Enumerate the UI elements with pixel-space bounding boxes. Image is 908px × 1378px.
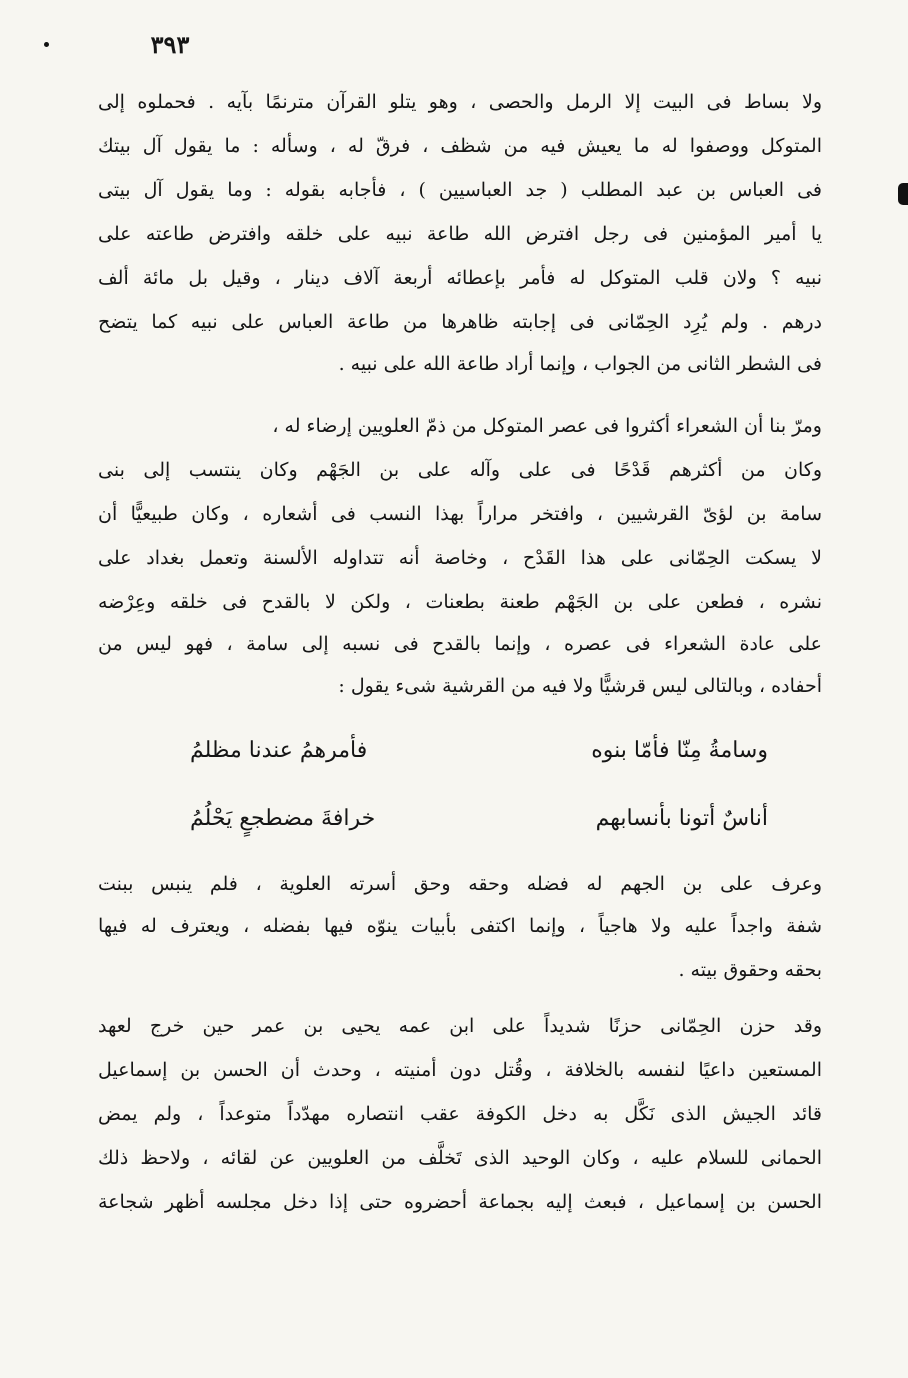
text-line: ومرّ بنا أن الشعراء أكثروا فى عصر المتوكل من ذمّ العلويين إرضاء له ، [272,415,822,437]
text-line: الحسن بن إسماعيل ، فبعث إليه بجماعة أحضروه حتى إذا دخل مجلسه أظهر شجاعة [98,1191,822,1213]
text-line: الحمانى للسلام عليه ، وكان الوحيد الذى تَخلَّف من العلويين عن لقائه ، ولاحظ ذلك [98,1147,822,1169]
poem-hemistich: فأمرهمُ عندنا مظلمُ [190,738,368,763]
text-line: بحقه وحقوق بيته . [678,959,822,981]
text-line: نشره ، فطعن على بن الجَهْم طعنة بطعنات ، ولكن لا بالقدح فى خلقه وعِرْضه [98,591,822,613]
text-line: قائد الجيش الذى نَكَّل به دخل الكوفة عقب انتصاره مهدّداً متوعداً ، ولم يمض [98,1103,822,1125]
text-line: المتوكل ووصفوا له ما يعيش فيه من شظف ، فرقّ له ، وسأله : ما يقول آل بيتك [98,135,822,157]
text-line: يا أمير المؤمنين فى رجل افترض الله طاعة نبيه على خلقه وافترض طاعته على [98,223,822,245]
text-line: سامة بن لؤىّ القرشيين ، وافتخر مراراً بهذا النسب فى أشعاره ، وكان طبيعيًّا أن [98,503,822,525]
page-dot-mark [44,42,49,47]
text-line: نبيه ؟ ولان قلب المتوكل له فأمر بإعطائه أربعة آلاف دينار ، وقيل بل مائة ألف [98,267,822,289]
text-line: درهم . ولم يُرِد الحِمّانى فى إجابته ظاهرها من طاعة العباس على نبيه كما يتضح [98,311,822,333]
text-line: وعرف على بن الجهم له فضله وحقه وحق أسرته العلوية ، فلم ينبس ببنت [98,873,822,895]
text-line: فى الشطر الثانى من الجواب ، وإنما أراد طاعة الله على نبيه . [338,353,822,375]
text-line: على عادة الشعراء فى عصره ، وإنما بالقدح فى نسبه إلى سامة ، فهو ليس من [98,633,822,655]
page-edge-mark [898,183,908,205]
text-line: وكان من أكثرهم قَدْحًا فى على وآله على بن الجَهْم وكان ينتسب إلى بنى [98,459,822,481]
text-line: شفة واجداً عليه ولا هاجياً ، وإنما اكتفى بأبيات ينوّه فيها بفضله ، ويعترف له فيها [98,915,822,937]
text-line: المستعين داعيًا لنفسه بالخلافة ، وقُتل دون أمنيته ، وحدث أن الحسن بن إسماعيل [98,1059,822,1081]
text-line: وقد حزن الحِمّانى حزنًا شديداً على ابن عمه يحيى بن عمر حين خرج لعهد [98,1015,822,1037]
text-line: ولا بساط فى البيت إلا الرمل والحصى ، وهو يتلو القرآن مترنمًا بآيه . فحملوه إلى [98,91,822,113]
text-line: أحفاده ، وبالتالى ليس قرشيًّا ولا فيه من القرشية شىء يقول : [338,675,822,697]
page-number: ٣٩٣ [150,30,190,59]
poem-hemistich: خرافةَ مضطجعٍ يَحْلُمُ [190,806,376,831]
text-line: لا يسكت الحِمّانى على هذا القَدْح ، وخاصة أنه تتداوله الألسنة وتعمل بغداد على [98,547,822,569]
poem-hemistich: أناسٌ أتونا بأنسابهم [595,806,768,831]
text-line: فى العباس بن عبد المطلب ( جد العباسيين ) ، فأجابه بقوله : وما يقول آل بيتى [98,179,822,201]
poem-hemistich: وسامةُ مِنّا فأمّا بنوه [591,738,768,763]
